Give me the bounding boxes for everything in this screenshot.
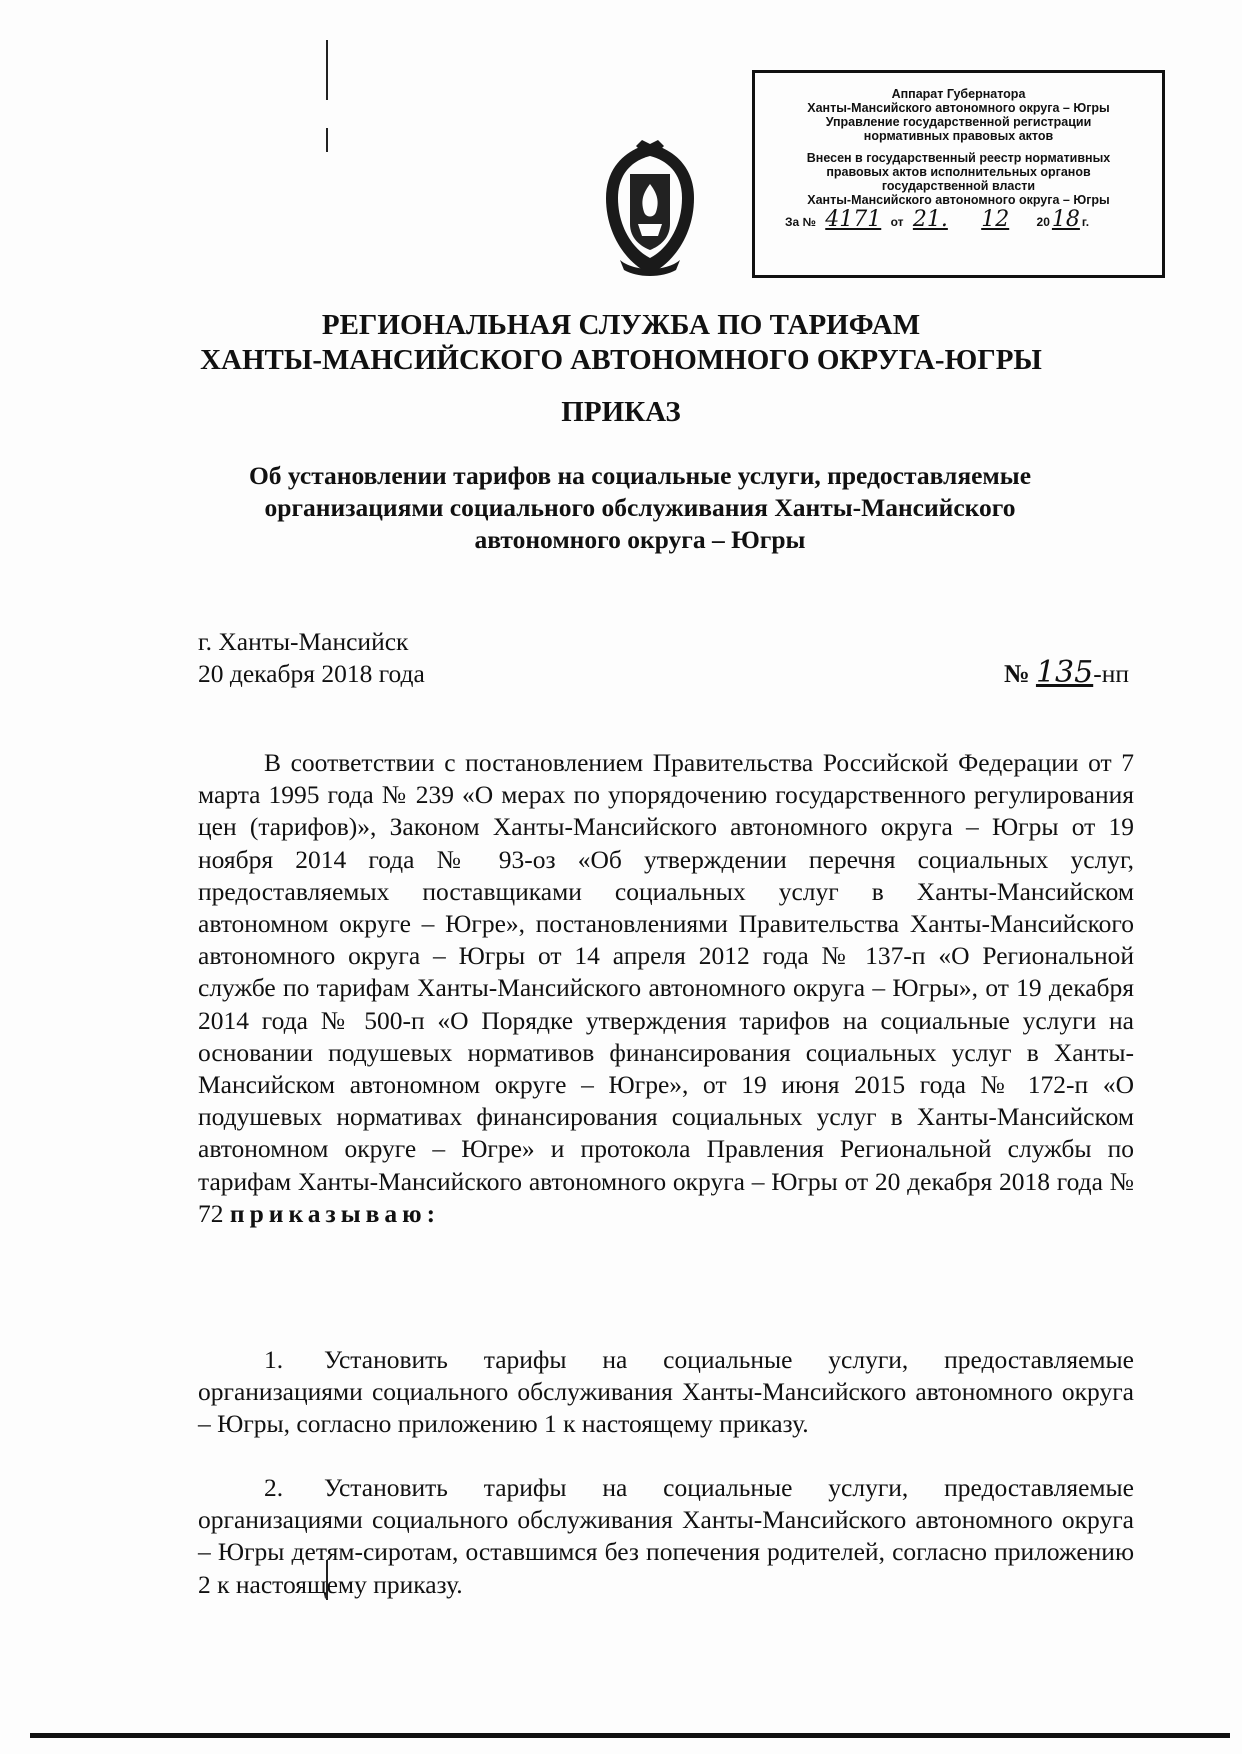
stamp-line: государственной власти xyxy=(881,179,1036,193)
number-suffix: -нп xyxy=(1093,659,1129,688)
number-handwritten: 135 xyxy=(1035,655,1094,690)
stamp-line: Аппарат Губернатора xyxy=(891,87,1026,101)
stamp-registration-line xyxy=(755,207,1162,232)
document-type-title: ПРИКАЗ xyxy=(561,396,681,428)
order-word: приказываю xyxy=(229,1198,427,1228)
preamble-paragraph xyxy=(198,747,1134,1230)
stamp-line: Внесен в государственный реестр нормативных xyxy=(806,151,1111,165)
order-item xyxy=(198,1344,1134,1441)
stamp-reg-suffix: г. xyxy=(1081,215,1090,229)
order-item-number: 1. xyxy=(264,1345,284,1374)
document-subject: Об установлении тарифов на социальные услуги, предоставляемые организациями социального обслуживания Ханты-Мансийского автономного округа – Югры xyxy=(248,461,1032,554)
document-date: 20 декабря 2018 года xyxy=(198,659,425,688)
number-prefix: № xyxy=(1003,659,1030,688)
order-item xyxy=(198,1472,1134,1601)
stamp-line: Ханты-Мансийского автономного округа – Югры xyxy=(807,101,1110,115)
scan-artifact-line xyxy=(326,128,328,152)
order-colon: : xyxy=(426,1198,436,1228)
scan-artifact-line xyxy=(326,40,328,100)
order-item-number: 2. xyxy=(264,1473,284,1502)
stamp-reg-year-prefix: 20 xyxy=(1036,215,1050,229)
organization-name xyxy=(0,308,1242,378)
order-item-text: Установить тарифы на социальные услуги, предоставляемые организациями социального обслуживания Ханты-Мансийского автономного округа – Югры детям-сиротам, оставшимся без попечения родителей, согласно приложению 2 к настоящему приказу. xyxy=(198,1473,1134,1599)
coat-of-arms-emblem xyxy=(600,140,700,278)
stamp-line: нормативных правовых актов xyxy=(863,129,1054,143)
stamp-reg-from: от xyxy=(890,215,904,229)
scan-bottom-edge xyxy=(30,1733,1230,1738)
place-and-date xyxy=(198,626,425,690)
stamp-line: Управление государственной регистрации xyxy=(825,115,1092,129)
stamp-line: Ханты-Мансийского автономного округа – Югры xyxy=(807,193,1110,207)
organization-name-line2: ХАНТЫ-МАНСИЙСКОГО АВТОНОМНОГО ОКРУГА-ЮГРЫ xyxy=(200,344,1042,376)
city: г. Ханты-Мансийск xyxy=(198,627,409,656)
stamp-reg-number: 4171 xyxy=(825,207,882,232)
document-number xyxy=(1004,655,1129,690)
stamp-line: правовых актов исполнительных органов xyxy=(826,165,1091,179)
preamble-text: В соответствии с постановлением Правительства Российской Федерации от 7 марта 1995 года № 239 «О мерах по упорядочению государственного регулирования цен (тарифов)», Законом Ханты-Мансийского автономного округа – Югры от 19 ноября 2014 года № 93-оз «Об утверждении перечня социальных услуг, предоставляемых поставщиками социальных услуг в Ханты-Мансийском автономном округе – Югре», постановлениями Правительства Ханты-Мансийского автономного округа – Югры от 14 апреля 2012 года № 137-п «О Региональной службе по тарифам Ханты-Мансийского автономного округа – Югры», от 19 декабря 2014 года № 500-п «О Порядке утверждения тарифов на социальные услуги на основании подушевых нормативов финансирования социальных услуг в Ханты-Мансийском автономном округе – Югре», от 19 июня 2015 года № 172-п «О подушевых нормативах финансирования социальных услуг в Ханты-Мансийском автономном округе – Югре» и протокола Правления Региональной службы по тарифам Ханты-Мансийского автономного округа – Югры от 20 декабря 2018 года № 72 xyxy=(198,748,1134,1228)
registration-stamp xyxy=(752,70,1165,278)
stamp-reg-month: 12 xyxy=(981,207,1010,232)
organization-name-line1: РЕГИОНАЛЬНАЯ СЛУЖБА ПО ТАРИФАМ xyxy=(321,309,921,341)
stamp-reg-year: 18 xyxy=(1051,207,1080,232)
stamp-reg-day: 21. xyxy=(912,207,948,232)
order-item-text: Установить тарифы на социальные услуги, предоставляемые организациями социального обслуживания Ханты-Мансийского автономного округа – Югры, согласно приложению 1 к настоящему приказу. xyxy=(198,1345,1134,1439)
stamp-reg-prefix: За № xyxy=(785,215,816,229)
